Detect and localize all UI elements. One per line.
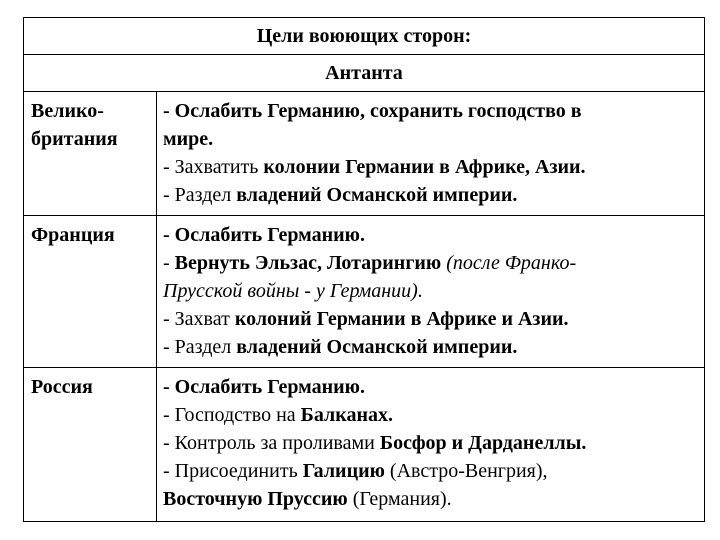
goal-text-segment: колоний Германии в Африке и Азии. bbox=[234, 308, 569, 330]
goal-text-segment: (Австро-Венгрия), bbox=[384, 460, 548, 482]
goal-text-segment: - Захватить bbox=[163, 156, 264, 178]
goal-line bbox=[163, 373, 704, 401]
table-row-great-britain bbox=[24, 92, 705, 216]
goal-line bbox=[163, 457, 704, 485]
country-great-britain bbox=[24, 92, 157, 216]
goal-line bbox=[163, 181, 704, 209]
goal-text-segment: - Присоединить bbox=[163, 460, 303, 482]
goal-text-segment: - Ослабить Германию, сохранить господство в bbox=[163, 100, 582, 122]
goal-text-segment: мире. bbox=[163, 128, 214, 150]
country-label-line: Россия bbox=[31, 376, 93, 398]
goal-text-segment: - Контроль за проливами bbox=[163, 432, 380, 454]
goal-text-segment: - Ослабить Германию. bbox=[163, 224, 365, 246]
country-label-line: Велико- bbox=[31, 100, 104, 122]
goal-text-segment: Балканах. bbox=[300, 404, 394, 426]
country-russia bbox=[24, 368, 157, 522]
country-label-line: Франция bbox=[31, 224, 115, 246]
goal-text-segment: владений Османской империи. bbox=[236, 184, 518, 206]
war-goals-table bbox=[23, 17, 705, 522]
goals-great-britain bbox=[157, 92, 705, 216]
goal-line bbox=[163, 333, 704, 361]
goal-text-segment: - Захват bbox=[163, 308, 235, 330]
goal-line bbox=[163, 401, 704, 429]
goal-line bbox=[163, 249, 704, 277]
goal-line bbox=[163, 485, 704, 513]
goal-text-segment: колонии Германии в Африке, Азии. bbox=[263, 156, 586, 178]
goal-text-segment: владений Османской империи. bbox=[236, 336, 518, 358]
goal-text-segment: - Раздел bbox=[163, 336, 237, 358]
goals-russia bbox=[157, 368, 705, 522]
goal-text-segment: - bbox=[163, 252, 175, 274]
goals-france bbox=[157, 216, 705, 368]
goal-line bbox=[163, 429, 704, 457]
goal-line bbox=[163, 97, 704, 125]
goal-line bbox=[163, 277, 704, 305]
goal-line bbox=[163, 221, 704, 249]
goal-text-segment: Галицию bbox=[302, 460, 385, 482]
goal-text-segment: - Раздел bbox=[163, 184, 237, 206]
goal-line bbox=[163, 153, 704, 181]
table-row-france bbox=[24, 216, 705, 368]
goal-text-segment: Прусской войны - у Германии). bbox=[163, 280, 423, 302]
goal-text-segment: Босфор и Дарданеллы. bbox=[379, 432, 587, 454]
table-title: Цели воюющих сторон: bbox=[24, 18, 705, 55]
country-france bbox=[24, 216, 157, 368]
table-row-russia bbox=[24, 368, 705, 522]
goal-line bbox=[163, 125, 704, 153]
goal-text-segment: (после Франко- bbox=[446, 252, 577, 274]
goal-text-segment: Восточную Пруссию bbox=[163, 488, 348, 510]
table-subtitle-entente: Антанта bbox=[24, 55, 705, 92]
goal-text-segment: Вернуть Эльзас, Лотарингию bbox=[174, 252, 442, 274]
goal-line bbox=[163, 305, 704, 333]
country-label-line: британия bbox=[31, 128, 118, 150]
goal-text-segment: - Ослабить Германию. bbox=[163, 376, 365, 398]
goal-text-segment: - Господство на bbox=[163, 404, 301, 426]
goal-text-segment: (Германия). bbox=[347, 488, 452, 510]
